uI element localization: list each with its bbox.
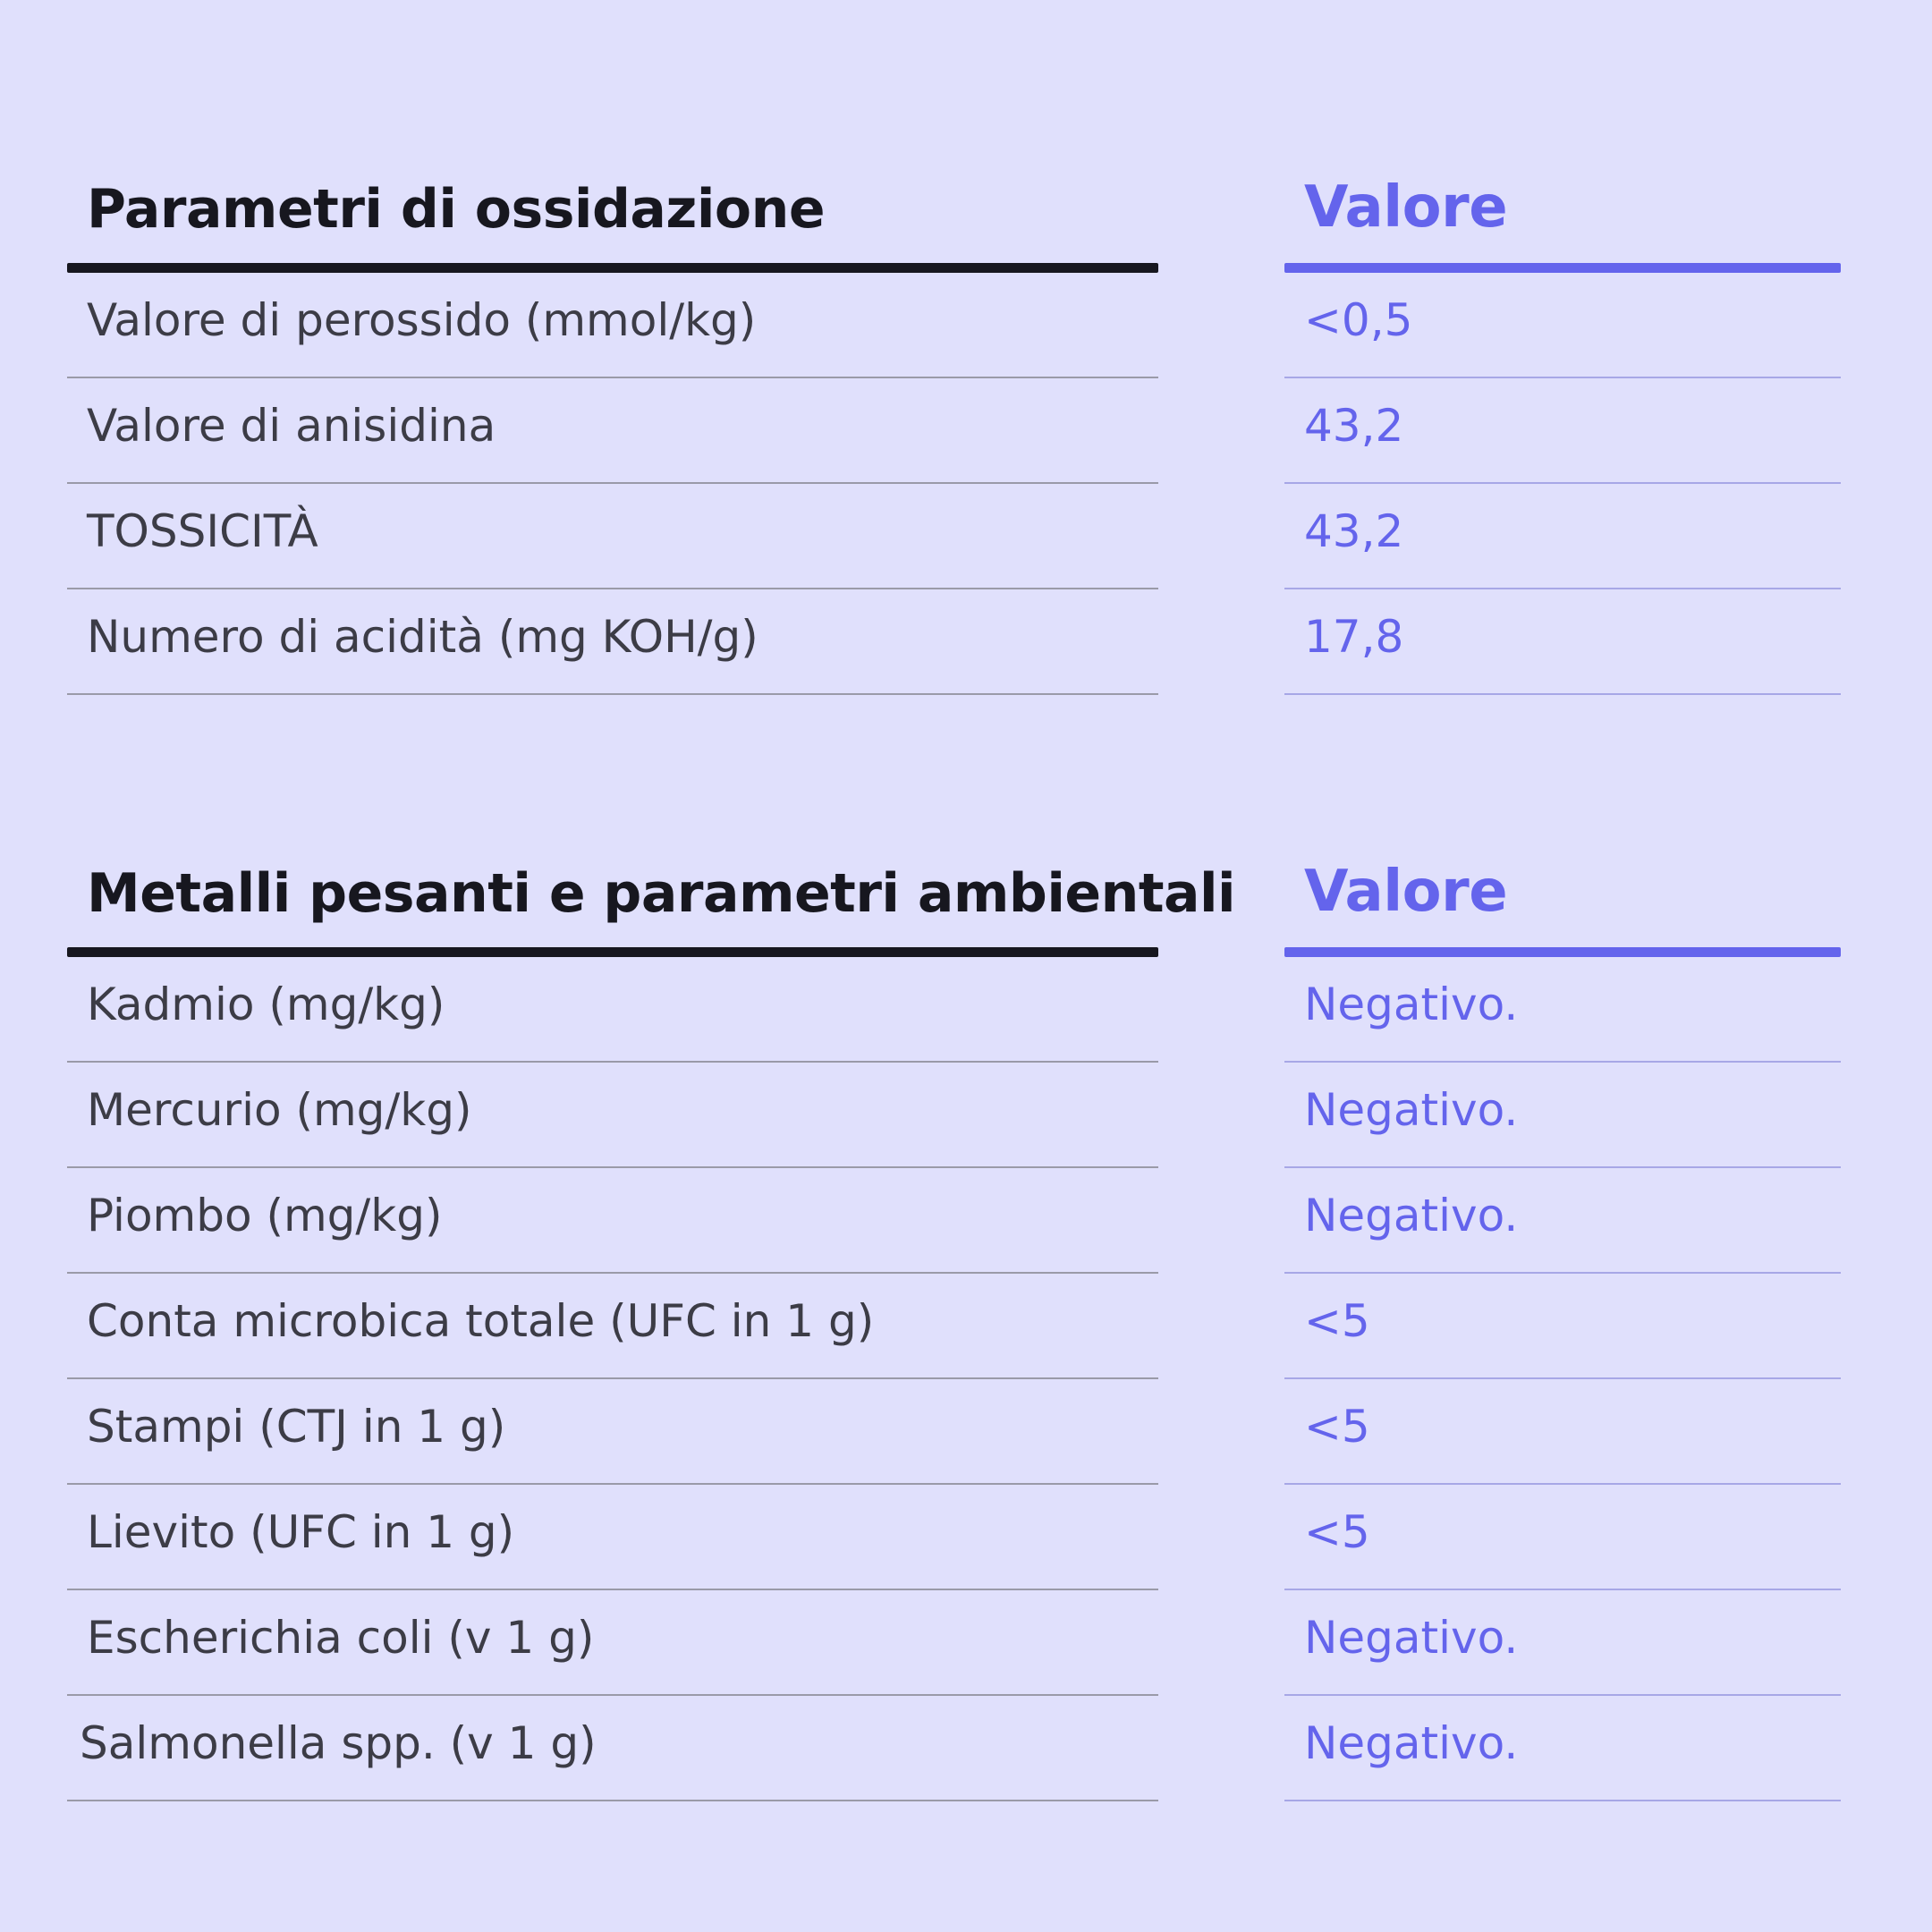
parameter-value: <5 (1304, 1401, 1370, 1453)
table-row (67, 1485, 1158, 1590)
oxidation-header (67, 148, 1158, 273)
heavy-metals-header (67, 832, 1236, 957)
table-row (67, 589, 1158, 695)
table-row (67, 1063, 1158, 1168)
value-heading: Valore (1304, 859, 1508, 925)
table-row (67, 273, 1158, 378)
parameter-value: Negativo. (1304, 979, 1519, 1030)
parameter-label: Kadmio (mg/kg) (87, 979, 445, 1030)
table-row (1284, 273, 1841, 378)
parameter-label: Valore di perossido (mmol/kg) (87, 294, 757, 346)
header-rule (1284, 947, 1841, 957)
table-row (67, 1274, 1158, 1379)
heavy-metals-value-column (1284, 832, 1841, 1801)
table-row (1284, 1590, 1841, 1696)
header-rule (67, 263, 1158, 273)
parameter-label: Stampi (CTJ in 1 g) (87, 1401, 506, 1453)
table-row (1284, 1485, 1841, 1590)
parameter-label: Lievito (UFC in 1 g) (87, 1506, 515, 1558)
value-header (1284, 148, 1841, 273)
parameter-label: Conta microbica totale (UFC in 1 g) (87, 1295, 875, 1347)
table-row (1284, 1168, 1841, 1274)
parameter-label: Mercurio (mg/kg) (87, 1084, 472, 1136)
value-header (1284, 832, 1841, 957)
oxidation-heading: Parametri di ossidazione (87, 178, 826, 241)
heavy-metals-heading: Metalli pesanti e parametri ambientali (87, 862, 1236, 925)
parameter-label: Valore di anisidina (87, 400, 496, 452)
table-row (1284, 1063, 1841, 1168)
table-row (67, 378, 1158, 484)
parameter-label: Salmonella spp. (v 1 g) (80, 1717, 597, 1769)
value-heading: Valore (1304, 174, 1508, 241)
parameter-value: <5 (1304, 1506, 1370, 1558)
parameter-value: Negativo. (1304, 1190, 1519, 1241)
header-rule (67, 947, 1158, 957)
table-row (1284, 957, 1841, 1063)
table-row (1284, 1696, 1841, 1801)
heavy-metals-parameter-column (67, 832, 1236, 1801)
table-row (1284, 378, 1841, 484)
parameter-value: Negativo. (1304, 1084, 1519, 1136)
table-row (67, 1379, 1158, 1485)
parameter-value: Negativo. (1304, 1612, 1519, 1664)
table-row (1284, 1379, 1841, 1485)
parameter-value: 43,2 (1304, 400, 1404, 452)
table-row (67, 1590, 1158, 1696)
parameter-value: 43,2 (1304, 505, 1404, 557)
parameter-label: Numero di acidità (mg KOH/g) (87, 611, 758, 663)
table-row (1284, 484, 1841, 589)
heavy-metals-section (0, 832, 1932, 1825)
oxidation-section (0, 148, 1932, 720)
parameter-label: Piombo (mg/kg) (87, 1190, 443, 1241)
table-row (67, 1168, 1158, 1274)
oxidation-value-column (1284, 148, 1841, 695)
table-row (1284, 589, 1841, 695)
oxidation-parameter-column (67, 148, 1158, 695)
parameter-value: 17,8 (1304, 611, 1404, 663)
parameter-value: <0,5 (1304, 294, 1413, 346)
header-rule (1284, 263, 1841, 273)
table-row (67, 957, 1158, 1063)
parameter-label: TOSSICITÀ (87, 505, 318, 557)
parameter-value: Negativo. (1304, 1717, 1519, 1769)
table-row (67, 484, 1158, 589)
parameter-label: Escherichia coli (v 1 g) (87, 1612, 595, 1664)
table-row (67, 1696, 1158, 1801)
table-row (1284, 1274, 1841, 1379)
parameter-value: <5 (1304, 1295, 1370, 1347)
